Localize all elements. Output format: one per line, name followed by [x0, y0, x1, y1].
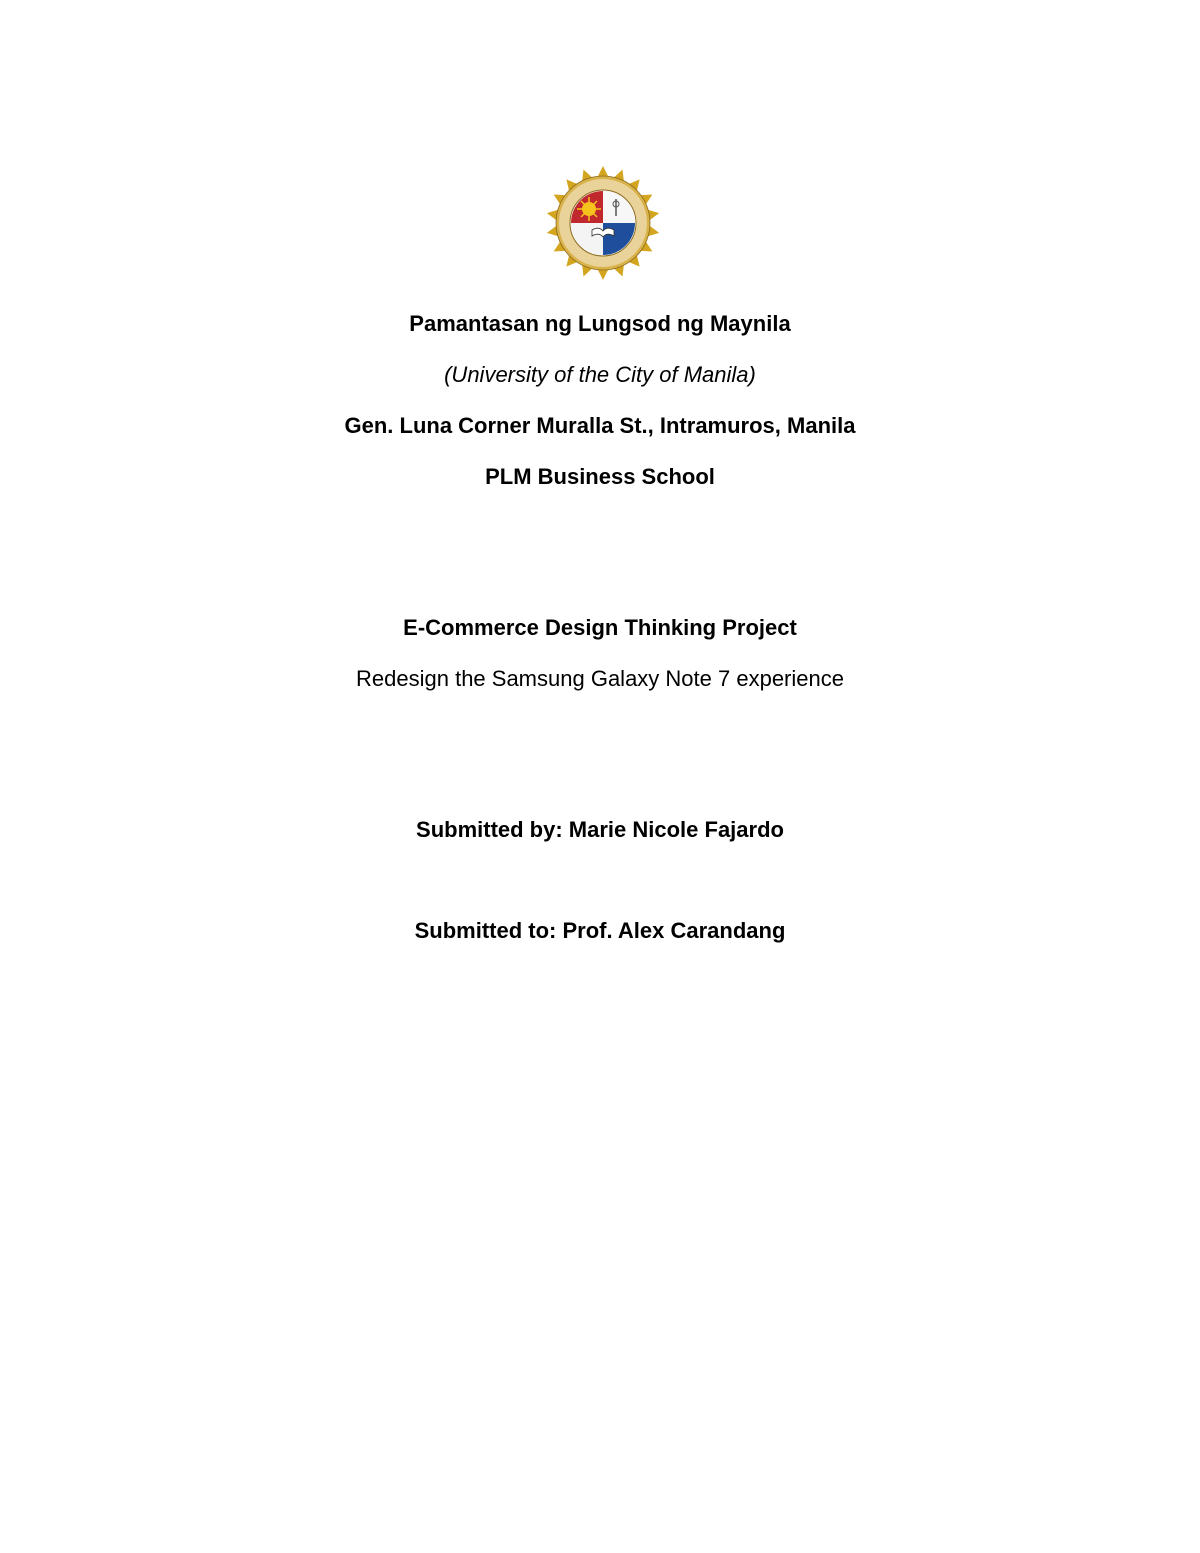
university-seal-icon [544, 164, 662, 282]
submitted-by: Submitted by: Marie Nicole Fajardo [416, 817, 784, 842]
school-name: PLM Business School [485, 464, 715, 489]
university-address: Gen. Luna Corner Muralla St., Intramuros, Manila [344, 413, 856, 438]
project-title: E-Commerce Design Thinking Project [403, 615, 797, 640]
submitted-to: Submitted to: Prof. Alex Carandang [414, 918, 786, 943]
university-translation: (University of the City of Manila) [444, 362, 756, 387]
university-name: Pamantasan ng Lungsod ng Maynila [409, 311, 791, 336]
project-subtitle: Redesign the Samsung Galaxy Note 7 experience [356, 666, 844, 691]
